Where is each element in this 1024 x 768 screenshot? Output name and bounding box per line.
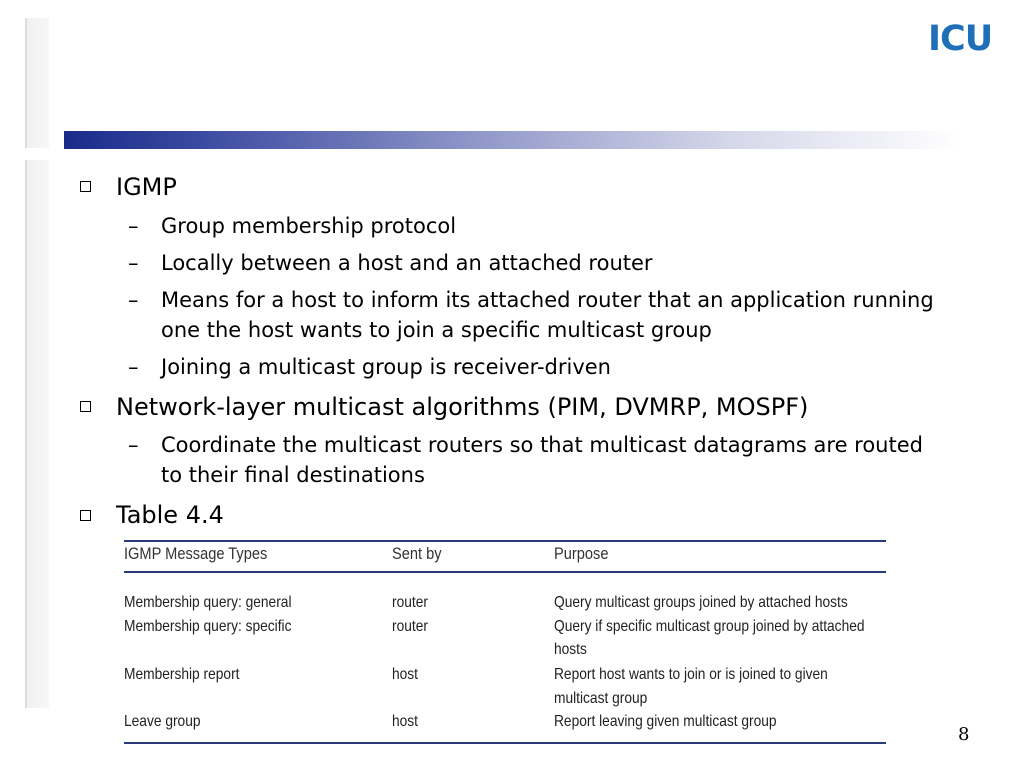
square-bullet-icon: [80, 401, 91, 412]
dash-bullet: –: [128, 433, 139, 457]
square-bullet-icon: [80, 510, 91, 521]
table-cell: host: [392, 666, 419, 683]
table-cell: host: [392, 713, 419, 730]
sub-bullet: Joining a multicast group is receiver-driven: [161, 355, 611, 379]
left-decor-bar-bottom: [25, 160, 49, 708]
left-decor-bar-top: [25, 18, 49, 148]
dash-bullet: –: [128, 288, 139, 312]
table-cell: hosts: [554, 641, 587, 658]
table-cell: router: [392, 618, 428, 635]
table-cell: Membership report: [124, 666, 240, 683]
table-cell: Report host wants to join or is joined to given: [554, 666, 828, 683]
bullet-network-layer: Network-layer multicast algorithms (PIM, DVMRP, MOSPF): [116, 393, 809, 421]
dash-bullet: –: [128, 214, 139, 238]
dash-bullet: –: [128, 355, 139, 379]
table-cell: Membership query: general: [124, 594, 292, 611]
table-cell: Report leaving given multicast group: [554, 713, 777, 730]
square-bullet-icon: [80, 181, 91, 192]
table-cell: Leave group: [124, 713, 201, 730]
table-header: Purpose: [554, 544, 609, 563]
table-header: IGMP Message Types: [124, 544, 268, 563]
table-cell: router: [392, 594, 428, 611]
bullet-igmp: IGMP: [116, 173, 177, 201]
sub-bullet: Means for a host to inform its attached router that an application running one the host wants to join a specific multicast group: [161, 288, 934, 342]
dash-bullet: –: [128, 251, 139, 275]
sub-bullet: Locally between a host and an attached router: [161, 251, 653, 275]
table-cell: Query multicast groups joined by attached hosts: [554, 594, 848, 611]
table-header-rule: [124, 571, 886, 573]
sub-bullet: Group membership protocol: [161, 214, 457, 238]
bullet-table: Table 4.4: [116, 501, 224, 529]
table-bottom-rule: [124, 742, 886, 744]
table-cell: Membership query: specific: [124, 618, 292, 635]
sub-bullet: Coordinate the multicast routers so that multicast datagrams are routed to their final destinations: [161, 433, 923, 487]
table-cell: multicast group: [554, 690, 648, 707]
table-header: Sent by: [392, 544, 442, 563]
page-number: 8: [958, 724, 970, 745]
table-cell: Query if specific multicast group joined by attached: [554, 618, 865, 635]
icu-logo: ICU: [928, 19, 993, 59]
igmp-message-table: [120, 536, 886, 748]
title-gradient-band: [64, 131, 960, 149]
